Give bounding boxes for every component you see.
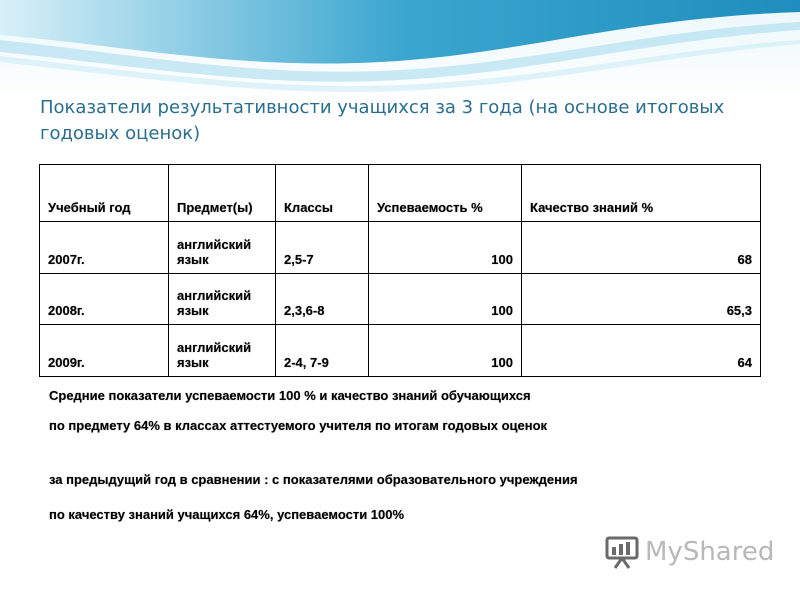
header-wave-decoration — [0, 0, 800, 100]
note-line: по предмету 64% в классах аттестуемого учителя по итогам годовых оценок — [49, 418, 548, 433]
header-year: Учебный год — [40, 165, 169, 222]
cell-subject: английский язык — [169, 273, 276, 325]
note-line: за предыдущий год в сравнении : с показателями образовательного учреждения — [49, 472, 578, 487]
cell-year: 2008г. — [40, 273, 169, 325]
header-progress: Успеваемость % — [369, 165, 522, 222]
header-subject: Предмет(ы) — [169, 165, 276, 222]
header-classes: Классы — [276, 165, 369, 222]
cell-progress: 100 — [369, 222, 522, 274]
logo-text: MyShared — [645, 537, 775, 567]
slide-title: Показатели результативности учащихся за 3 года (на основе итоговых годовых оценок) — [40, 97, 725, 144]
header-quality: Качество знаний % — [522, 165, 761, 222]
cell-classes: 2,3,6-8 — [276, 273, 369, 325]
note-line: по качеству знаний учащихся 64%, успеваемости 100% — [49, 507, 405, 522]
table-header-row — [40, 165, 761, 222]
cell-progress: 100 — [369, 325, 522, 377]
table-row — [40, 273, 761, 325]
cell-quality: 64 — [522, 325, 761, 377]
cell-year: 2009г. — [40, 325, 169, 377]
note-line: Средние показатели успеваемости 100 % и качество знаний обучающихся — [49, 388, 531, 403]
cell-classes: 2,5-7 — [276, 222, 369, 274]
cell-quality: 65,3 — [522, 273, 761, 325]
cell-year: 2007г. — [40, 222, 169, 274]
cell-classes: 2-4, 7-9 — [276, 325, 369, 377]
table-row — [40, 222, 761, 274]
table-row — [40, 325, 761, 377]
cell-subject: английский язык — [169, 325, 276, 377]
cell-quality: 68 — [522, 222, 761, 274]
cell-subject: английский язык — [169, 222, 276, 274]
myshared-logo — [605, 535, 774, 569]
cell-progress: 100 — [369, 273, 522, 325]
presentation-board-icon — [605, 535, 639, 569]
results-table — [39, 164, 761, 377]
